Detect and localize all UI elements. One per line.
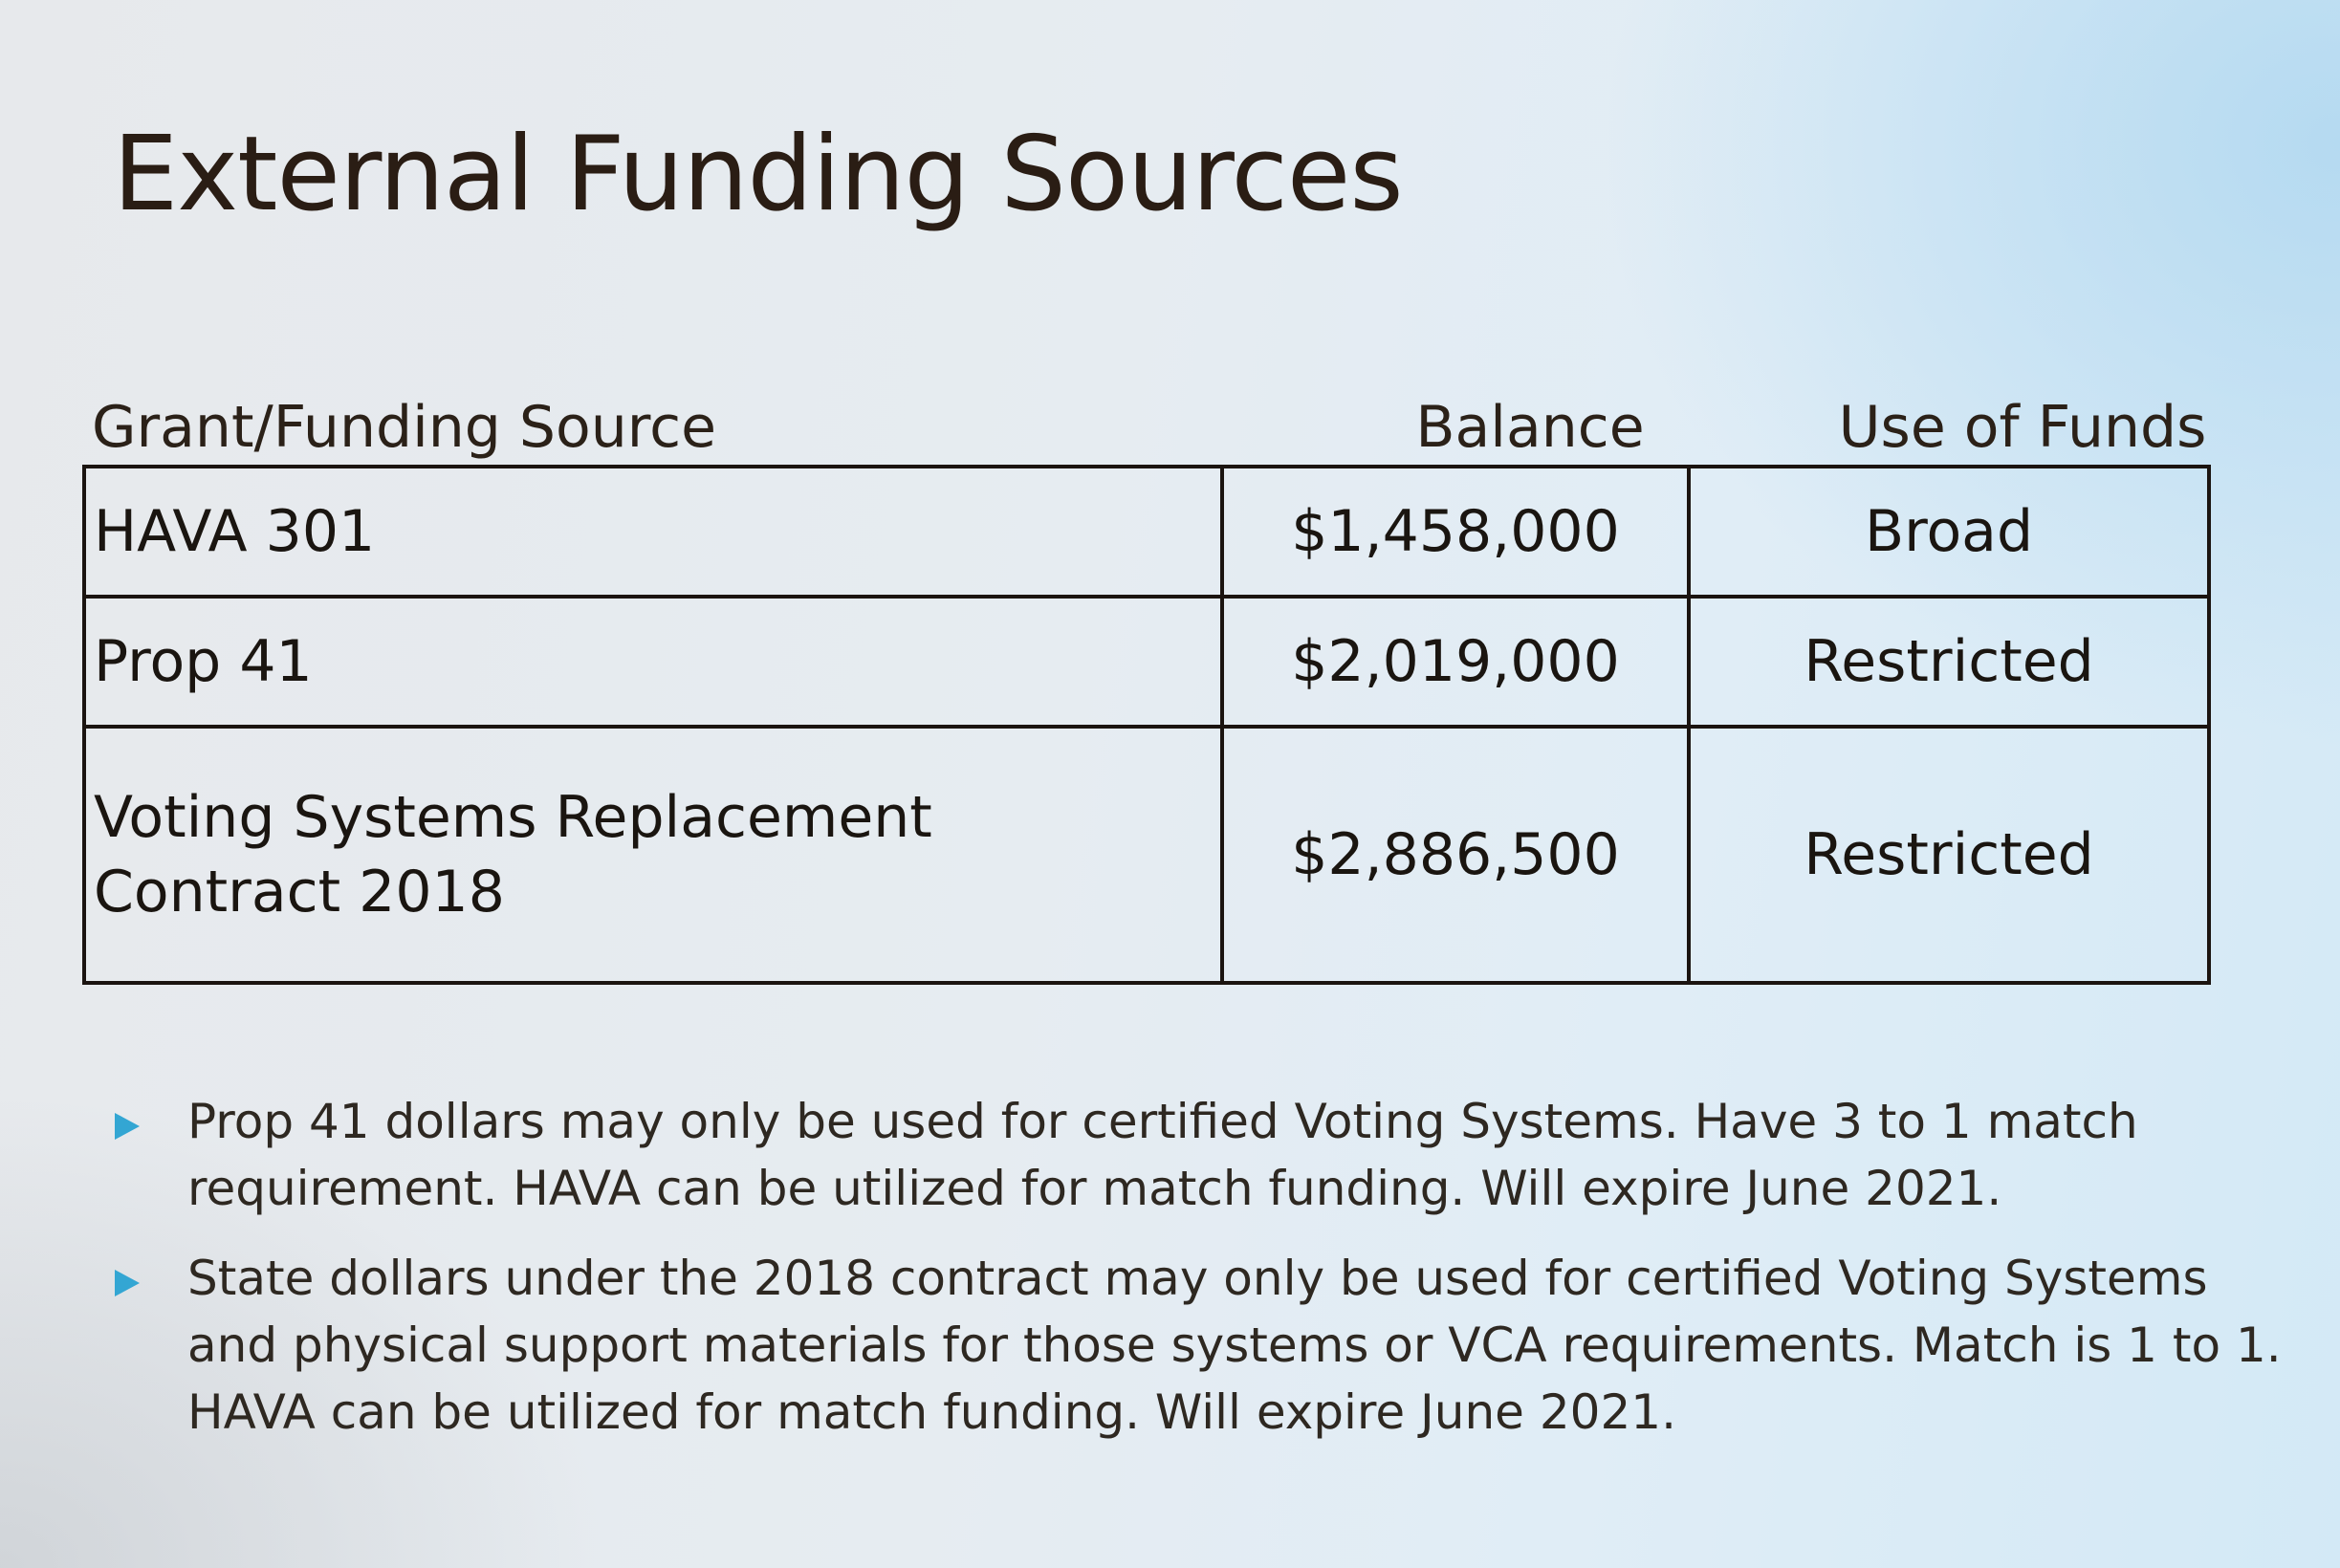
cell-source-line: Voting Systems Replacement bbox=[94, 784, 932, 851]
header-grant-funding-source: Grant/Funding Source bbox=[92, 394, 716, 461]
cell-balance: $1,458,000 bbox=[1222, 467, 1689, 597]
notes-list bbox=[107, 1088, 2307, 1469]
table-row bbox=[84, 727, 2209, 983]
table-row bbox=[84, 597, 2209, 727]
header-balance: Balance bbox=[1415, 394, 1645, 461]
list-item bbox=[107, 1088, 2307, 1222]
header-use-of-funds: Use of Funds bbox=[1838, 394, 2207, 461]
table-header bbox=[82, 382, 2207, 465]
cell-use-of-funds: Broad bbox=[1689, 467, 2209, 597]
funding-table-section bbox=[82, 382, 2207, 985]
note-text: State dollars under the 2018 contract may only be used for certified Voting Systems and physical support materials for those systems or VCA requirements. Match is 1 to 1. HAVA can be utilized for match funding. Will expire June 2021. bbox=[187, 1251, 2282, 1440]
table-row bbox=[84, 467, 2209, 597]
cell-source bbox=[84, 727, 1222, 983]
cell-balance: $2,886,500 bbox=[1222, 727, 1689, 983]
slide-title: External Funding Sources bbox=[113, 115, 1403, 234]
funding-table bbox=[82, 465, 2211, 985]
cell-use-of-funds: Restricted bbox=[1689, 727, 2209, 983]
cell-use-of-funds: Restricted bbox=[1689, 597, 2209, 727]
note-text: Prop 41 dollars may only be used for certified Voting Systems. Have 3 to 1 match requirement. HAVA can be utilized for match funding. Will expire June 2021. bbox=[187, 1094, 2138, 1216]
cell-balance: $2,019,000 bbox=[1222, 597, 1689, 727]
list-item bbox=[107, 1245, 2307, 1446]
triangle-bullet-icon bbox=[115, 1270, 140, 1296]
triangle-bullet-icon bbox=[115, 1113, 140, 1140]
cell-source: Prop 41 bbox=[84, 597, 1222, 727]
cell-source-line: Contract 2018 bbox=[94, 859, 505, 926]
cell-source: HAVA 301 bbox=[84, 467, 1222, 597]
